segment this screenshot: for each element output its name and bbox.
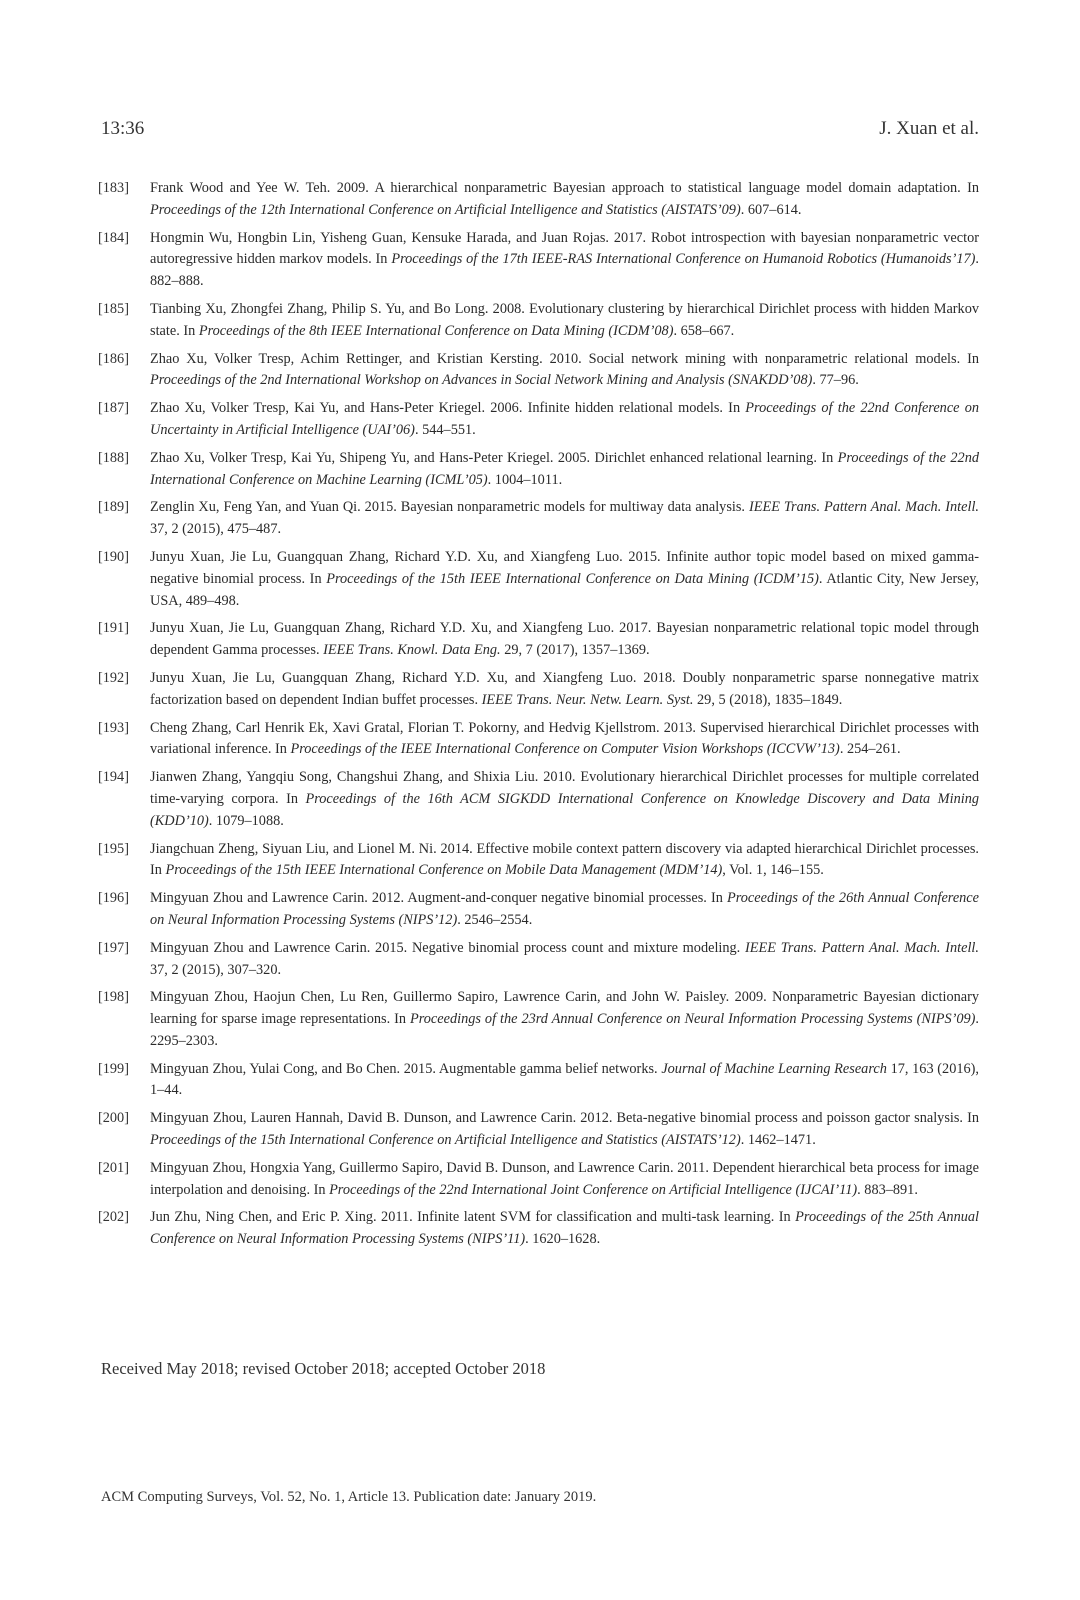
reference-text [150, 497, 979, 541]
received-dates: Received May 2018; revised October 2018; accepted October 2018 [101, 1359, 546, 1378]
reference-venue: IEEE Trans. Neur. Netw. Learn. Syst. [481, 691, 694, 708]
reference-text [150, 938, 979, 982]
reference-item [98, 349, 979, 393]
running-head: J. Xuan et al. [879, 118, 979, 139]
reference-text [150, 349, 979, 393]
reference-text [150, 228, 979, 293]
reference-list [98, 178, 979, 1257]
reference-text [150, 888, 979, 932]
reference-pages: . 1620–1628. [525, 1231, 601, 1248]
reference-text [150, 398, 979, 442]
reference-item [98, 1059, 979, 1103]
reference-text [150, 1059, 979, 1103]
reference-venue: Proceedings of the 15th IEEE International Conference on Data Mining (ICDM’15) [326, 570, 819, 587]
reference-venue: Proceedings of the 12th International Conference on Artificial Intelligence and Statistics (AISTATS’09) [150, 201, 741, 218]
reference-number: [186] [98, 350, 129, 367]
reference-authors-title: Hongmin Wu, Hongbin Lin, Yisheng Guan, Kensuke Harada, and Juan Rojas. 2017. Robot introspection with bayesian nonparametric vector autoregressive hidden markov models. In [150, 229, 979, 268]
reference-venue: Proceedings of the 22nd International Joint Conference on Artificial Intelligence (IJCAI’11) [329, 1181, 858, 1198]
reference-authors-title: Jun Zhu, Ning Chen, and Eric P. Xing. 2011. Infinite latent SVM for classification and multi-task learning. In [150, 1209, 796, 1226]
reference-venue: Proceedings of the IEEE International Conference on Computer Vision Workshops (ICCVW’13) [290, 741, 840, 758]
reference-number: [199] [98, 1060, 129, 1077]
reference-number: [183] [98, 180, 129, 196]
reference-item [98, 1158, 979, 1202]
reference-pages: . 544–551. [414, 421, 476, 438]
reference-text [150, 547, 979, 612]
reference-text [150, 1207, 979, 1251]
reference-text [150, 299, 979, 343]
reference-text [150, 618, 979, 662]
reference-item [98, 618, 979, 662]
reference-authors-title: Junyu Xuan, Jie Lu, Guangquan Zhang, Richard Y.D. Xu, and Xiangfeng Luo. 2017. Bayesian nonparametric relational topic model through dependent Gamma processes. [150, 620, 979, 659]
reference-venue: Proceedings of the 22nd International Conference on Machine Learning (ICML’05) [150, 449, 980, 488]
reference-pages: . 882–888. [150, 251, 979, 290]
reference-venue: Proceedings of the 26th Annual Conference on Neural Information Processing Systems (NIPS’12) [150, 890, 980, 928]
reference-authors-title: Mingyuan Zhou, Lauren Hannah, David B. Dunson, and Lawrence Carin. 2012. Beta-negative binomial process and poisson gactor snalysis. In [150, 1110, 979, 1127]
reference-authors-title: Junyu Xuan, Jie Lu, Guangquan Zhang, Richard Y.D. Xu, and Xiangfeng Luo. 2018. Doubly nonparametric sparse nonnegative matrix factorization based on dependent Indian buffet processes. [150, 669, 979, 708]
reference-pages: . 607–614. [740, 201, 802, 218]
reference-pages: . Atlantic City, New Jersey, USA, 489–498. [150, 570, 979, 609]
reference-item [98, 1207, 979, 1251]
reference-authors-title: Cheng Zhang, Carl Henrik Ek, Xavi Gratal, Florian T. Pokorny, and Hedvig Kjellstrom. 2013. Supervised hierarchical Dirichlet processes with variational inference. In [150, 719, 979, 758]
reference-pages: . 77–96. [812, 372, 859, 389]
reference-text [150, 668, 979, 712]
reference-item [98, 299, 979, 343]
reference-authors-title: Jiangchuan Zheng, Siyuan Liu, and Lionel M. Ni. 2014. Effective mobile context pattern discovery via adapted hierarchical Dirichlet processes. In [150, 840, 979, 879]
reference-venue: Journal of Machine Learning Research [661, 1060, 887, 1077]
reference-item [98, 398, 979, 442]
reference-venue: Proceedings of the 22nd Conference on Uncertainty in Artificial Intelligence (UAI’06) [150, 400, 980, 438]
reference-authors-title: Frank Wood and Yee W. Teh. 2009. A hierarchical nonparametric Bayesian approach to statistical language model domain adaptation. In [150, 180, 979, 196]
reference-number: [192] [98, 669, 129, 686]
reference-authors-title: Zhao Xu, Volker Tresp, Kai Yu, and Hans-Peter Kriegel. 2006. Infinite hidden relational models. In [150, 400, 746, 417]
reference-pages: . 254–261. [839, 741, 901, 758]
reference-venue: Proceedings of the 2nd International Workshop on Advances in Social Network Mining and Analysis (SNAKDD’08) [150, 372, 813, 389]
reference-pages: . 1462–1471. [740, 1132, 816, 1149]
reference-pages: . 883–891. [857, 1181, 918, 1198]
page-number: 13:36 [101, 118, 145, 139]
reference-number: [202] [98, 1209, 129, 1226]
reference-number: [197] [98, 939, 129, 956]
journal-footer: ACM Computing Surveys, Vol. 52, No. 1, Article 13. Publication date: January 2019. [101, 1489, 597, 1505]
reference-authors-title: Junyu Xuan, Jie Lu, Guangquan Zhang, Richard Y.D. Xu, and Xiangfeng Luo. 2015. Infinite author topic model based on mixed gamma-negative binomial process. In [150, 548, 979, 587]
reference-pages: . 1004–1011. [487, 471, 563, 488]
reference-item [98, 1108, 979, 1152]
reference-venue: IEEE Trans. Pattern Anal. Mach. Intell. [745, 939, 979, 956]
reference-item [98, 178, 979, 222]
reference-authors-title: Zhao Xu, Volker Tresp, Kai Yu, Shipeng Yu, and Hans-Peter Kriegel. 2005. Dirichlet enhanced relational learning. In [150, 449, 838, 466]
reference-pages: . 2546–2554. [457, 911, 533, 928]
reference-text [150, 718, 979, 762]
reference-item [98, 938, 979, 982]
reference-authors-title: Tianbing Xu, Zhongfei Zhang, Philip S. Yu, and Bo Long. 2008. Evolutionary clustering by hierarchical Dirichlet process with hidden Markov state. In [150, 300, 979, 339]
reference-item [98, 547, 979, 612]
reference-number: [190] [98, 548, 129, 565]
reference-text [150, 987, 979, 1052]
reference-text [150, 839, 979, 883]
reference-pages: , Vol. 1, 146–155. [722, 862, 824, 879]
reference-authors-title: Zhao Xu, Volker Tresp, Achim Rettinger, and Kristian Kersting. 2010. Social network mining with nonparametric relational models. In [150, 350, 979, 367]
reference-authors-title: Mingyuan Zhou and Lawrence Carin. 2012. Augment-and-conquer negative binomial processes. In [150, 890, 728, 907]
reference-pages: . 1079–1088. [208, 812, 284, 829]
reference-number: [195] [98, 840, 129, 857]
reference-venue: Proceedings of the 16th ACM SIGKDD International Conference on Knowledge Discovery and Data Mining (KDD’10) [150, 790, 979, 829]
reference-text [150, 767, 979, 832]
reference-item [98, 668, 979, 712]
reference-item [98, 497, 979, 541]
reference-text [150, 448, 979, 492]
reference-pages: . 2295–2303. [150, 1011, 979, 1049]
reference-number: [187] [98, 400, 129, 417]
reference-authors-title: Mingyuan Zhou, Yulai Cong, and Bo Chen. 2015. Augmentable gamma belief networks. [150, 1060, 662, 1077]
reference-pages: 17, 163 (2016), 1–44. [150, 1060, 979, 1099]
reference-authors-title: Mingyuan Zhou, Hongxia Yang, Guillermo Sapiro, David B. Dunson, and Lawrence Carin. 2011. Dependent hierarchical beta process for image interpolation and denoising. In [150, 1159, 979, 1198]
reference-number: [189] [98, 499, 129, 516]
reference-number: [188] [98, 449, 129, 466]
reference-item [98, 888, 979, 932]
reference-venue: Proceedings of the 8th IEEE International Conference on Data Mining (ICDM’08) [198, 322, 674, 339]
reference-venue: Proceedings of the 15th International Conference on Artificial Intelligence and Statistics (AISTATS’12) [150, 1132, 741, 1149]
reference-text [150, 178, 979, 222]
reference-number: [191] [98, 620, 129, 637]
reference-authors-title: Zenglin Xu, Feng Yan, and Yuan Qi. 2015. Bayesian nonparametric models for multiway data analysis. [150, 499, 749, 516]
reference-item [98, 839, 979, 883]
reference-number: [184] [98, 229, 129, 246]
reference-item [98, 718, 979, 762]
reference-number: [198] [98, 989, 129, 1006]
reference-pages: 37, 2 (2015), 307–320. [150, 961, 282, 978]
reference-text [150, 1158, 979, 1202]
reference-authors-title: Mingyuan Zhou, Haojun Chen, Lu Ren, Guillermo Sapiro, Lawrence Carin, and John W. Paisley. 2009. Nonparametric Bayesian dictionary learning for sparse image representations. In [150, 989, 979, 1028]
reference-venue: Proceedings of the 23rd Annual Conference on Neural Information Processing Systems (NIPS’09) [410, 1011, 976, 1028]
reference-venue: IEEE Trans. Knowl. Data Eng. [323, 642, 501, 659]
reference-pages: 37, 2 (2015), 475–487. [150, 521, 282, 538]
reference-pages: 29, 5 (2018), 1835–1849. [693, 691, 843, 708]
reference-number: [200] [98, 1110, 129, 1127]
reference-item [98, 448, 979, 492]
reference-authors-title: Mingyuan Zhou and Lawrence Carin. 2015. Negative binomial process count and mixture modeling. [150, 939, 746, 956]
reference-item [98, 228, 979, 293]
reference-text [150, 1108, 979, 1152]
reference-number: [196] [98, 890, 129, 907]
reference-pages: . 658–667. [673, 322, 735, 339]
reference-number: [185] [98, 300, 129, 317]
reference-venue: Proceedings of the 25th Annual Conference on Neural Information Processing Systems (NIPS’11) [150, 1209, 979, 1248]
reference-number: [201] [98, 1159, 129, 1176]
reference-authors-title: Jianwen Zhang, Yangqiu Song, Changshui Zhang, and Shixia Liu. 2010. Evolutionary hierarchical Dirichlet processes for multiple correlated time-varying corpora. In [150, 769, 979, 807]
reference-number: [194] [98, 769, 129, 786]
reference-venue: IEEE Trans. Pattern Anal. Mach. Intell. [748, 499, 979, 516]
reference-item [98, 767, 979, 832]
reference-number: [193] [98, 719, 129, 736]
reference-venue: Proceedings of the 17th IEEE-RAS International Conference on Humanoid Robotics (Humanoids’17) [391, 251, 976, 268]
reference-item [98, 987, 979, 1052]
reference-pages: 29, 7 (2017), 1357–1369. [500, 642, 650, 659]
reference-venue: Proceedings of the 15th IEEE International Conference on Mobile Data Management (MDM’14) [165, 862, 723, 879]
